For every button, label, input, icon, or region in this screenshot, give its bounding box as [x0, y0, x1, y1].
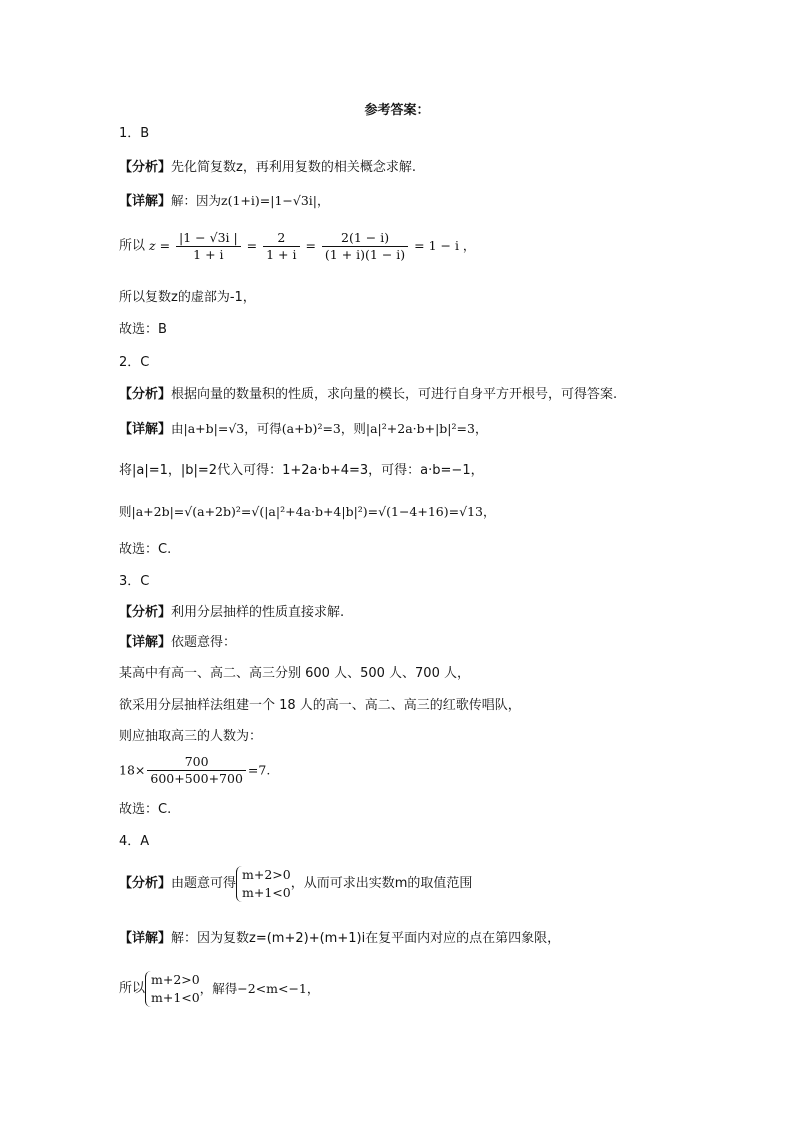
q3-line-2: 欲采用分层抽样法组建一个 18 人的高一、高二、高三的红歌传唱队， — [119, 698, 521, 713]
calc-right: =7. — [247, 762, 271, 778]
analysis-prefix: 由题意可得 — [171, 876, 237, 891]
analysis-tag: 【分析】 — [119, 160, 172, 175]
analysis-tag: 【分析】 — [119, 876, 172, 891]
analysis-tag: 【分析】 — [119, 605, 172, 620]
q1-analysis — [119, 159, 416, 177]
q1-detail-2 — [119, 230, 475, 263]
q2-detail-3: 则|a+2b|=√(a+2b)²=√(|a|²+4a·b+4|b|²)=√(1−4+16)=√13， — [119, 504, 496, 519]
analysis-text: 先化简复数z，再利用复数的相关概念求解. — [171, 160, 416, 175]
q3-analysis — [119, 604, 344, 622]
q4-detail-1 — [119, 930, 560, 948]
detail-suffix: ，解得−2<m<−1， — [199, 981, 320, 996]
detail-prefix: 所以 — [119, 238, 146, 254]
inequality-system: m+2>0 m+1<0 — [145, 971, 200, 1007]
q3-line-1: 某高中有高一、高二、高三分别 600 人、500 人、700 人， — [119, 666, 470, 681]
calc-left: 18× — [119, 762, 146, 778]
q1-detail-3: 所以复数z的虚部为-1， — [119, 290, 256, 305]
q3-number: 3．C — [119, 574, 150, 589]
detail-tag: 【详解】 — [119, 635, 172, 650]
q2-answer: 故选：C. — [119, 542, 172, 557]
detail-tag: 【详解】 — [119, 194, 172, 209]
detail-text: 解：因为z(1+i)=|1−√3i|， — [171, 193, 330, 208]
detail-text: 解：因为复数z=(m+2)+(m+1)i在复平面内对应的点在第四象限， — [171, 931, 561, 946]
q3-line-3: 则应抽取高三的人数为： — [119, 729, 263, 744]
q2-detail-1 — [119, 420, 487, 439]
detail-text: 依题意得： — [171, 635, 237, 650]
q3-calc — [119, 754, 270, 787]
q4-analysis — [119, 866, 472, 902]
inequality-system: m+2>0 m+1<0 — [236, 866, 291, 902]
q4-detail-2 — [119, 971, 319, 1007]
detail-tag: 【详解】 — [119, 422, 172, 437]
q2-number: 2．C — [119, 355, 150, 370]
analysis-suffix: ，从而可求出实数m的取值范围 — [290, 876, 473, 891]
analysis-text: 利用分层抽样的性质直接求解. — [171, 605, 345, 620]
calc-numerator: 700 — [147, 754, 246, 771]
q2-detail-2: 将|a|=1，|b|=2代入可得：1+2a·b+4=3，可得：a·b=−1， — [119, 463, 484, 478]
q3-answer: 故选：C. — [119, 802, 172, 817]
analysis-text: 根据向量的数量积的性质，求向量的模长，可进行自身平方开根号，可得答案. — [171, 387, 618, 402]
detail-text: 由|a+b|=√3，可得(a+b)²=3，则|a|²+2a·b+|b|²=3， — [171, 421, 488, 436]
q4-number: 4．A — [119, 834, 150, 849]
analysis-tag: 【分析】 — [119, 387, 172, 402]
q1-number: 1．B — [119, 126, 150, 141]
q1-equation: z = $\frac{|1 - √3i |}{1 + i}$ = $\frac{2}{1 + i}$ = $\frac{2(1 - i)}{(1 + i)(1 - i)}$ = 1 − i ， — [149, 230, 476, 262]
calc-denominator: 600+500+700 — [150, 771, 243, 786]
detail-prefix: 所以 — [119, 981, 146, 996]
q3-detail-1 — [119, 634, 236, 652]
page-title: 参考答案： — [364, 103, 430, 118]
q1-answer: 故选：B — [119, 322, 167, 337]
q1-detail-1 — [119, 192, 330, 211]
q2-analysis — [119, 386, 617, 404]
detail-tag: 【详解】 — [119, 931, 172, 946]
